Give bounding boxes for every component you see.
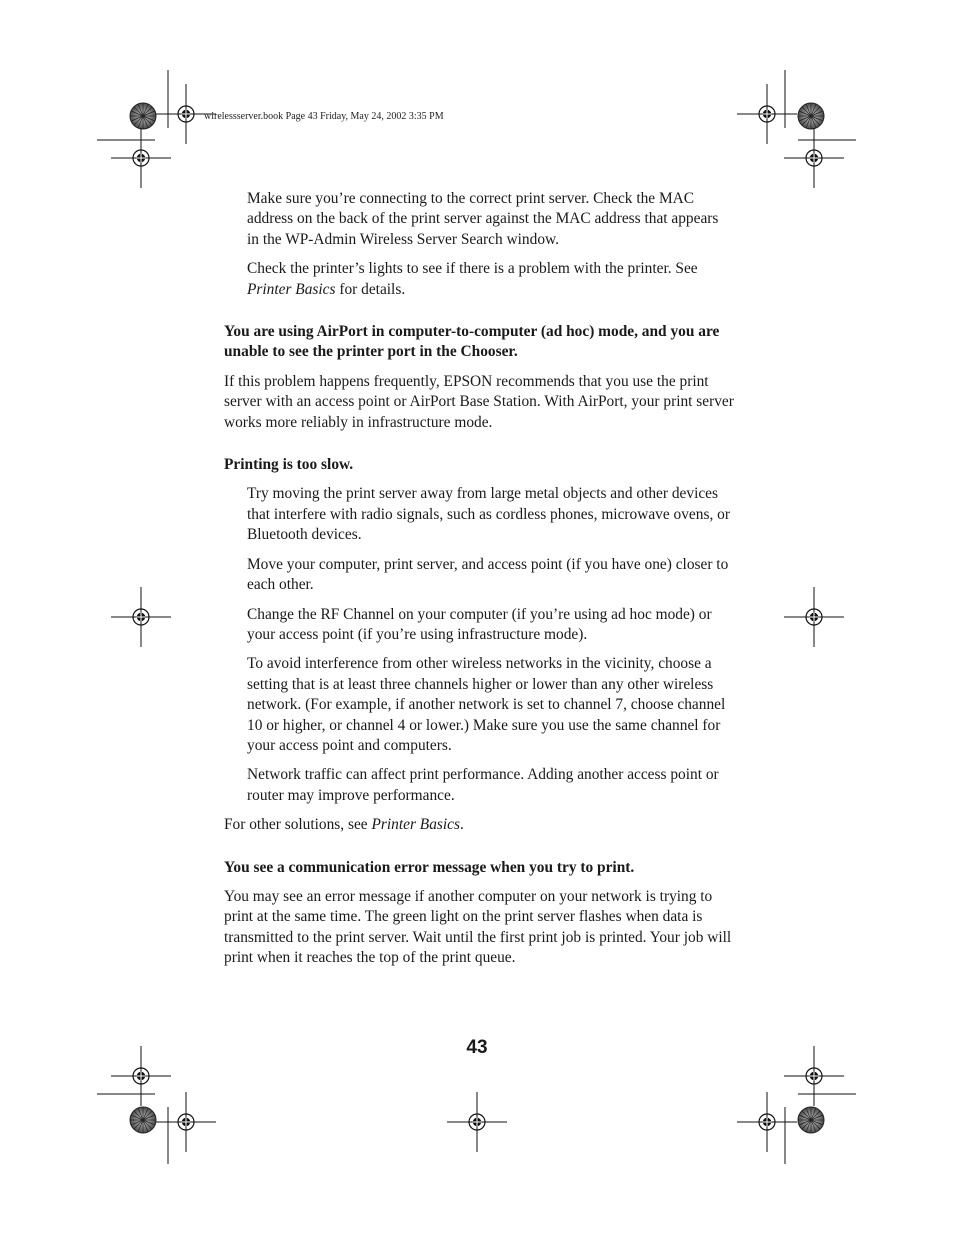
color-bar-sun-icon [798, 1107, 824, 1133]
paragraph: To avoid interference from other wireless networks in the vicinity, choose a setting that is at least three channels higher or lower than any other wireless network. (For example, if another network is set to channel 7, choose channel 10 or higher, or channel 4 or lower.) Make sure you use the same channel for your access point and computers. [247, 655, 726, 754]
section-heading: You see a communication error message when you try to print. [224, 858, 635, 876]
paragraph: Move your computer, print server, and access point (if you have one) closer to each other. [247, 555, 729, 594]
registration-mark-icon [111, 587, 171, 647]
book-title: Printer Basics [247, 280, 336, 298]
paragraph: Try moving the print server away from large metal objects and other devices that interfere with radio signals, such as cordless phones, microwave ovens, or Bluetooth devices. [247, 485, 730, 544]
color-bar-sun-icon [130, 1107, 156, 1133]
registration-mark-icon [784, 128, 844, 188]
registration-mark-icon [737, 84, 797, 144]
section-heading: Printing is too slow. [224, 456, 354, 474]
section-heading: You are using AirPort in computer-to-computer (ad hoc) mode, and you are unable to see the printer port in the Chooser. [224, 323, 720, 361]
paragraph [224, 815, 734, 835]
paragraph [247, 259, 734, 300]
paragraph: You may see an error message if another computer on your network is trying to print at the same time. The green light on the print server flashes when data is transmitted to the print server. Wait until the first print job is printed. Your job will print when it reaches the top of the print queue. [224, 887, 732, 967]
book-title: Printer Basics [371, 816, 460, 834]
paragraph: If this problem happens frequently, EPSON recommends that you use the print server with an access point or AirPort Base Station. With AirPort, your print server works more reliably in infrastructure mode. [224, 372, 734, 431]
text-run: For other solutions, see [224, 816, 372, 834]
registration-mark-icon [784, 587, 844, 647]
page-content [224, 189, 734, 969]
registration-mark-icon [737, 1092, 797, 1152]
color-bar-sun-icon [130, 103, 156, 129]
paragraph: Network traffic can affect print performance. Adding another access point or router may improve performance. [247, 766, 719, 804]
color-bar-sun-icon [798, 103, 824, 129]
registration-mark-icon [156, 1092, 216, 1152]
text-run: Check the printer’s lights to see if there is a problem with the printer. See [247, 260, 698, 278]
crop-mark-top-right [785, 70, 856, 140]
paragraph: Change the RF Channel on your computer (if you’re using ad hoc mode) or your access point (if you’re using infrastructure mode). [247, 605, 712, 643]
file-slug: wirelessserver.book Page 43 Friday, May 24, 2002 3:35 PM [204, 111, 444, 122]
crop-mark-top-left [97, 70, 168, 140]
registration-mark-icon [111, 128, 171, 188]
registration-mark-icon [447, 1092, 507, 1152]
page-number: 43 [466, 1037, 488, 1058]
text-run: . [459, 816, 464, 834]
crop-mark-bottom-left [97, 1094, 168, 1164]
paragraph: Make sure you’re connecting to the correct print server. Check the MAC address on the back of the print server against the MAC address that appears in the WP-Admin Wireless Server Search window. [247, 190, 719, 248]
text-run: for details. [335, 280, 406, 298]
